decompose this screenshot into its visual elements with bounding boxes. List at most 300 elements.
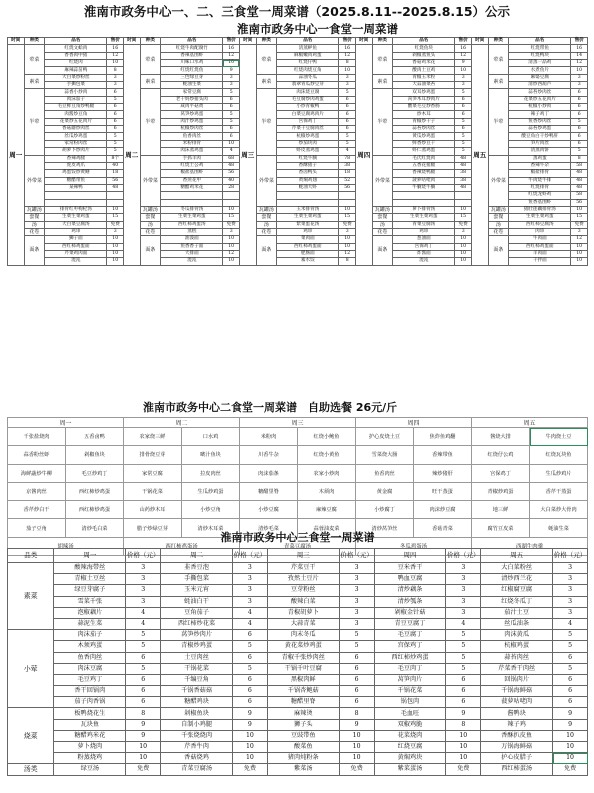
canteen2-header-row (8, 418, 588, 428)
day-label: 周二 (123, 45, 140, 265)
dish-price: 6 (553, 674, 588, 685)
soup-name: 胡辣汤 (8, 537, 124, 555)
dish-name: 虎皮鸡爪 (45, 162, 107, 169)
dish-price: 5 (223, 111, 240, 118)
dish-price: 6 (446, 686, 481, 697)
dish-price: 78 (339, 155, 356, 162)
table-row (8, 155, 588, 162)
dish-price: 6 (233, 674, 268, 685)
dish-name: 手抓羊肉 (161, 155, 223, 162)
dish-price: 15 (107, 214, 124, 221)
dish-price: 6 (571, 96, 588, 103)
dish-price: 3 (126, 585, 161, 596)
dish-name: 土豆肉丝 (161, 652, 233, 663)
dish-name: 板鸭烧花生 (54, 708, 126, 719)
canteen1-title: 淮南市政务中心一食堂一周菜谱 (237, 22, 398, 36)
dish-name: 蒜香小炒肉 (45, 89, 107, 96)
dish-name (277, 199, 339, 206)
dish-price: 3 (223, 228, 240, 235)
dish-name: 肉沫茄条 (240, 464, 298, 482)
dish-price: 58 (571, 162, 588, 169)
category-label: 外带菜 (488, 155, 509, 206)
dish-price: 3 (126, 563, 161, 574)
dish-name: 鸭血豆腐 (374, 574, 446, 585)
dish-name: 护心皮烧土豆 (356, 428, 414, 446)
dish-name: 杭椒炒肉丝 (161, 126, 223, 133)
dish-price: 68 (223, 155, 240, 162)
dish-name: 香辣鸡腿 (45, 155, 107, 162)
category-label: 外带菜 (256, 155, 277, 206)
dish-price: 6 (455, 111, 472, 118)
day-label: 周一 (8, 45, 25, 265)
table-row (8, 596, 588, 607)
dish-name (45, 192, 107, 199)
dish-price: 10 (446, 730, 481, 741)
dish-price: 6 (107, 118, 124, 125)
table-row (8, 563, 588, 574)
dish-name: 生瓜炒鸡片 (530, 464, 588, 482)
dish-name: 青椒炒干子 (393, 118, 455, 125)
table-row (8, 753, 588, 764)
dish-name: 千张烧烧肉 (161, 730, 233, 741)
dish-name: 大排面 (161, 250, 223, 257)
page-title: 淮南市政务中心一、二、三食堂一周菜谱（2025.8.11--2025.8.15）公示 (83, 4, 511, 19)
dish-price: 免费 (571, 221, 588, 228)
dish-price: 10 (446, 742, 481, 753)
dish-price: 12 (571, 60, 588, 67)
dish-name: 酱烧大排 (472, 428, 530, 446)
header-dish-name: 品名 (509, 38, 571, 45)
dish-name: 蒜苔炒肉丝 (509, 89, 571, 96)
dish-price: 6 (571, 104, 588, 111)
dish-price: 10 (553, 742, 588, 753)
dish-name: 糖醋鸡块 (161, 697, 233, 708)
dish-price: 5 (553, 641, 588, 652)
dish-price: 9 (446, 708, 481, 719)
dish-price: 5 (107, 148, 124, 155)
dish-name: 红烧冬瓜丁 (481, 596, 553, 607)
soup-name: 西红柿鸡蛋汤 (124, 537, 240, 555)
dish-price: 3 (455, 74, 472, 81)
dish-name: 双椒鸡脆 (374, 719, 446, 730)
dish-name: 香辣基围虾 (161, 52, 223, 59)
dish-price: 6 (223, 133, 240, 140)
dish-name: 蒸糕 (161, 228, 223, 235)
day-header: 周二 (124, 418, 240, 428)
category-label: 面条 (488, 236, 509, 265)
table-row (8, 228, 588, 235)
dish-name: 西红柿炒花菜 (161, 618, 233, 629)
dish-price (107, 199, 124, 206)
dish-price: 10 (107, 258, 124, 265)
header-price: 价格（元） (446, 549, 481, 563)
dish-price: 3 (339, 596, 374, 607)
dish-price: 10 (455, 67, 472, 74)
dish-price: 3 (126, 596, 161, 607)
dish-name: 麻辣豆腐 (298, 501, 356, 519)
dish-name: 宫保鸡丁 (472, 464, 530, 482)
dish-price (455, 192, 472, 199)
dish-price: 12 (339, 52, 356, 59)
dish-name (161, 199, 223, 206)
dish-name: 地三鲜 (472, 501, 530, 519)
dish-name: 蒜苔肉丝 (481, 652, 553, 663)
dish-name: 酱鸭块 (481, 708, 553, 719)
dish-price: 38 (455, 177, 472, 184)
dish-name: 孜然土豆片 (267, 574, 339, 585)
dish-name: 羊肉面 (509, 250, 571, 257)
dish-name: 大白菜粉丝 (481, 563, 553, 574)
dish-name: 川香牛杂 (240, 446, 298, 464)
canteen3-section (7, 528, 588, 790)
category-label: 半荤 (488, 89, 509, 155)
dish-name: 椒盐基围虾 (161, 170, 223, 177)
dish-name: 猪肉炖粉条 (267, 753, 339, 764)
dish-name: 山药炒木耳 (124, 501, 182, 519)
header-category: 种类 (140, 38, 161, 45)
dish-name: 红烧牛肉配腐竹 (161, 45, 223, 52)
dish-name: 红烧小黄鱼 (298, 446, 356, 464)
header-price: 售价 (455, 38, 472, 45)
dish-price: 15 (223, 214, 240, 221)
dish-price: 10 (233, 730, 268, 741)
dish-name: 肉沫豆腐 (54, 663, 126, 674)
dish-name: 瓦块鱼 (54, 719, 126, 730)
category-label: 烧菜 (8, 708, 54, 764)
canteen1-section (7, 22, 588, 360)
dish-name: 炒木耳 (393, 111, 455, 118)
dish-price: 4 (233, 618, 268, 629)
dish-price: 12 (339, 250, 356, 257)
dish-price: 10 (223, 206, 240, 213)
dish-name: 莴笋木耳炒肉片 (393, 96, 455, 103)
dish-price: 6 (107, 89, 124, 96)
dish-price: 12 (107, 52, 124, 59)
dish-price: 5 (107, 96, 124, 103)
dish-name: 鸡串 (277, 228, 339, 235)
day-header: 周一 (54, 549, 126, 563)
table-row (8, 630, 588, 641)
dish-name: 木须肉 (298, 482, 356, 500)
dish-name: 香菇蘑炒肉丝 (45, 126, 107, 133)
dish-price: 6 (553, 697, 588, 708)
category-label: 外带菜 (140, 155, 161, 206)
dish-name: 生菜生菜鸡蛋 (161, 214, 223, 221)
category-label: 荤菜 (256, 45, 277, 74)
dish-price: 3 (553, 574, 588, 585)
dish-name: 花菜烧肉 (374, 730, 446, 741)
category-label: 套餐 (372, 214, 393, 221)
dish-price: 12 (571, 236, 588, 243)
dish-price: 6 (446, 674, 481, 685)
dish-name: 千张盐烧肉 (8, 428, 66, 446)
dish-name: 水煮鱼片 (509, 67, 571, 74)
dish-name: 青菜豆腐汤 (393, 221, 455, 228)
table-row (8, 585, 588, 596)
dish-price: 8 (339, 258, 356, 265)
dish-price: 3 (455, 82, 472, 89)
dish-name: 玉米元宵 (161, 585, 233, 596)
dish-price: 10 (339, 67, 356, 74)
dish-price: 3 (339, 82, 356, 89)
dish-name: 剁椒鱼块 (161, 708, 233, 719)
category-label: 面条 (24, 236, 45, 265)
category-label: 小荤 (8, 630, 54, 708)
dish-price: 10 (339, 742, 374, 753)
header-time: 时间 (355, 38, 372, 45)
header-category: 品类 (8, 549, 54, 563)
dish-name: 回锅肉片 (481, 674, 553, 685)
category-label: 瓦罐汤 (488, 206, 509, 213)
dish-price: 5 (223, 118, 240, 125)
dish-price: 4 (553, 618, 588, 629)
table-row (8, 764, 588, 775)
dish-name: 红烧带鱼 (509, 45, 571, 52)
dish-price: 3 (233, 574, 268, 585)
dish-name: 川味口水鸡 (161, 60, 223, 67)
table-row (8, 428, 588, 446)
dish-price: 5 (455, 148, 472, 155)
dish-name: 拉皮肉丝 (182, 464, 240, 482)
dish-name: 菜肉面 (277, 236, 339, 243)
dish-name: 蒜香粉丝虾 (8, 446, 66, 464)
dish-price (107, 192, 124, 199)
dish-price: 6 (126, 652, 161, 663)
dish-name: 鸡蛋饺炒黄鳝 (45, 170, 107, 177)
canteen3-header-row (8, 549, 588, 563)
dish-name: 大白菜豆腐汤 (45, 221, 107, 228)
dish-price: 6 (339, 697, 374, 708)
dish-name: 鸡串 (393, 228, 455, 235)
dish-price: 10 (233, 742, 268, 753)
category-label: 素菜 (8, 563, 54, 630)
dish-name: 莴笋肉片 (374, 674, 446, 685)
category-label: 素菜 (372, 74, 393, 89)
category-label: 套餐 (140, 214, 161, 221)
dish-name: 肥肠面 (277, 250, 339, 257)
dish-price: 16 (339, 45, 356, 52)
dish-price: 10 (126, 742, 161, 753)
dish-price: 10 (233, 753, 268, 764)
dish-name: 蒸鸡蛋 (509, 155, 571, 162)
dish-price: 6 (223, 126, 240, 133)
dish-name: 茄汁土豆 (481, 607, 553, 618)
dish-name: 笋片肉丝 (509, 140, 571, 147)
dish-name: 鱼香肉丝 (356, 464, 414, 482)
dish-name: 麻辣烫 (267, 708, 339, 719)
dish-name: 青豆豆腐丁 (374, 618, 446, 629)
dish-name: 西红柿豆腐汤 (509, 221, 571, 228)
category-label: 瓦罐汤 (24, 206, 45, 213)
dish-price: 5 (223, 89, 240, 96)
dish-name: 青椒玉米粒 (393, 74, 455, 81)
dish-name: 香卤鸭头 (277, 170, 339, 177)
dish-name: 宫保鸡丁 (277, 118, 339, 125)
dish-name: 锅包肉 (374, 697, 446, 708)
dish-name: 肉串 (509, 228, 571, 235)
dish-name: 茄子豆角 (8, 519, 66, 537)
dish-name: 绿豆汤 (54, 764, 126, 775)
dish-price: 5 (107, 133, 124, 140)
dish-name: 双耳炒鸡蛋 (393, 89, 455, 96)
dish-name: 毛豆腐丁 (374, 630, 446, 641)
dish-name: 清炒莴笋丝 (356, 519, 414, 537)
dish-name: 糖醋带鱼 (45, 177, 107, 184)
dish-name: 生菜生菜鸡蛋 (509, 214, 571, 221)
dish-price: 10 (107, 243, 124, 250)
category-label: 汤 (372, 221, 393, 228)
dish-price (223, 199, 240, 206)
dish-name: 香干回锅肉 (54, 686, 126, 697)
dish-price (455, 199, 472, 206)
table-row (8, 730, 588, 741)
dish-name: 香酥扒皮鱼 (481, 730, 553, 741)
dish-name: 清炒瓠条 (374, 596, 446, 607)
dish-name: 小炒豆腐 (240, 501, 298, 519)
dish-name: 肉沫蒸鸡蛋 (161, 148, 223, 155)
dish-name: 红烧肉 (45, 60, 107, 67)
dish-price: 48 (455, 162, 472, 169)
canteen2-title: 淮南市政务中心二食堂一周菜谱 自助选餐 26元/斤 (143, 401, 398, 414)
dish-name: 肉汁炒鸡蛋 (161, 118, 223, 125)
dish-price: 9 (223, 67, 240, 74)
category-label: 素菜 (488, 74, 509, 89)
dish-price: 10 (339, 236, 356, 243)
dish-name: 西红柿鸡蛋面 (45, 243, 107, 250)
dish-price: 6 (233, 686, 268, 697)
dish-name: 护心皮腊子 (481, 753, 553, 764)
dish-price: 10 (107, 206, 124, 213)
day-header: 周三 (267, 549, 339, 563)
dish-name: 清炒毛白菜 (66, 519, 124, 537)
dish-name: 狮子头 (267, 719, 339, 730)
table-row (8, 89, 588, 96)
dish-name: 万锅海鲜菇 (481, 742, 553, 753)
dish-price: 5 (455, 133, 472, 140)
table-row (8, 206, 588, 213)
category-label: 荤菜 (488, 45, 509, 74)
dish-name: 青椒土豆丝 (54, 574, 126, 585)
dish-name: 大白菜炒粉丝 (45, 74, 107, 81)
dish-name: 黄花菜炒鸡蛋 (267, 641, 339, 652)
category-label: 外带菜 (24, 155, 45, 206)
dish-name: 红椒腐豆腐 (481, 585, 553, 596)
dish-name: 千编豆角 (161, 674, 233, 685)
dish-name: 红烧豆腐 (374, 742, 446, 753)
dish-name: 毛豆鸡丁 (54, 674, 126, 685)
dish-price: 3 (571, 82, 588, 89)
dish-price: 3 (339, 585, 374, 596)
dish-price: 48 (107, 184, 124, 191)
dish-name: 翡翠青瓜炒豆芽 (277, 82, 339, 89)
dish-price: 15 (339, 214, 356, 221)
category-label: 面条 (372, 236, 393, 265)
dish-price: 3 (446, 596, 481, 607)
dish-price: 12 (223, 250, 240, 257)
dish-price: 5 (233, 641, 268, 652)
category-label: 外带菜 (372, 155, 393, 206)
dish-name: 农家小炒肉 (298, 464, 356, 482)
dish-price: 3 (339, 563, 374, 574)
dish-price: 5 (446, 652, 481, 663)
dish-price: 6 (126, 697, 161, 708)
dish-name: 腊子炒绿豆芽 (124, 519, 182, 537)
dish-price: 8 (571, 155, 588, 162)
dish-name: 旺干蒸蛋 (414, 482, 472, 500)
dish-name: 生菜生菜鸡蛋 (393, 214, 455, 221)
category-label: 半荤 (372, 89, 393, 155)
dish-price: 6 (339, 686, 374, 697)
dish-price: 10 (107, 236, 124, 243)
dish-name: 蒜蓉油麦菜 (298, 519, 356, 537)
dish-name: 剁椒蒸鱼头 (393, 52, 455, 59)
day-header: 周三 (240, 418, 356, 428)
dish-price: 5 (446, 663, 481, 674)
dish-name: 酸菜鱼 (267, 742, 339, 753)
dish-name: 花菜炒五花肉片 (45, 118, 107, 125)
dish-price: 3 (446, 585, 481, 596)
category-label: 汤 (256, 221, 277, 228)
dish-name: 酸菜毛豆炒香肠 (393, 104, 455, 111)
dish-name: 紫菜汤 (267, 764, 339, 775)
dish-name: 五香卤鸭 (66, 428, 124, 446)
dish-name: 黄金腐 (356, 482, 414, 500)
dish-price: 3 (233, 563, 268, 574)
dish-price: 8 (126, 708, 161, 719)
dish-name: 鱼香香子面 (161, 243, 223, 250)
dish-price: 5 (553, 663, 588, 674)
dish-name: 香酥猪子 (277, 162, 339, 169)
dish-name: 干拌面 (509, 258, 571, 265)
dish-name: 蚝油大虾 (277, 184, 339, 191)
dish-price: 3 (233, 596, 268, 607)
dish-name: 萝卜排骨汤 (393, 206, 455, 213)
dish-price: 10 (223, 236, 240, 243)
dish-name: 炒茄块肉 (277, 140, 339, 147)
dish-name: 蒜油冬瓜 (277, 74, 339, 81)
dish-name: 生瓜炒鸡蛋 (182, 482, 240, 500)
dish-name: 清炒毛菜 (240, 519, 298, 537)
table-row (8, 719, 588, 730)
dish-price: 10 (455, 236, 472, 243)
dish-name: 糖醋鸡米花 (161, 184, 223, 191)
category-label: 花卷 (256, 228, 277, 235)
dish-name: 绿豆芽腐子 (54, 585, 126, 596)
table-row (8, 618, 588, 629)
dish-name: 干锅千叶豆腐 (267, 663, 339, 674)
dish-price: 6 (233, 697, 268, 708)
dish-name: 大蒜青菜 (267, 618, 339, 629)
dish-name: 啵汁鱼块 (182, 446, 240, 464)
dish-name: 清炒西兰花 (481, 574, 553, 585)
dish-price: 5 (571, 118, 588, 125)
dish-name: 牛肉烧牛排 (509, 177, 571, 184)
dish-price: 9 (233, 719, 268, 730)
dish-name: 香芹干蒸蛋 (530, 482, 588, 500)
dish-name: 某辣鸭 (45, 184, 107, 191)
dish-price: 10 (553, 753, 588, 764)
dish-name: 西红柿鸡蛋汤 (161, 221, 223, 228)
dish-price: 6 (339, 674, 374, 685)
dish-name: 混沌 (45, 258, 107, 265)
dish-name: 焦炸鱼鸡翻 (414, 428, 472, 446)
dish-price: 6 (339, 96, 356, 103)
dish-name: 丝瓜油条 (481, 618, 553, 629)
dish-price: 6 (233, 630, 268, 641)
dish-price: 48 (455, 184, 472, 191)
dish-price: 38 (455, 170, 472, 177)
dish-name: 五香花猪腿 (393, 162, 455, 169)
